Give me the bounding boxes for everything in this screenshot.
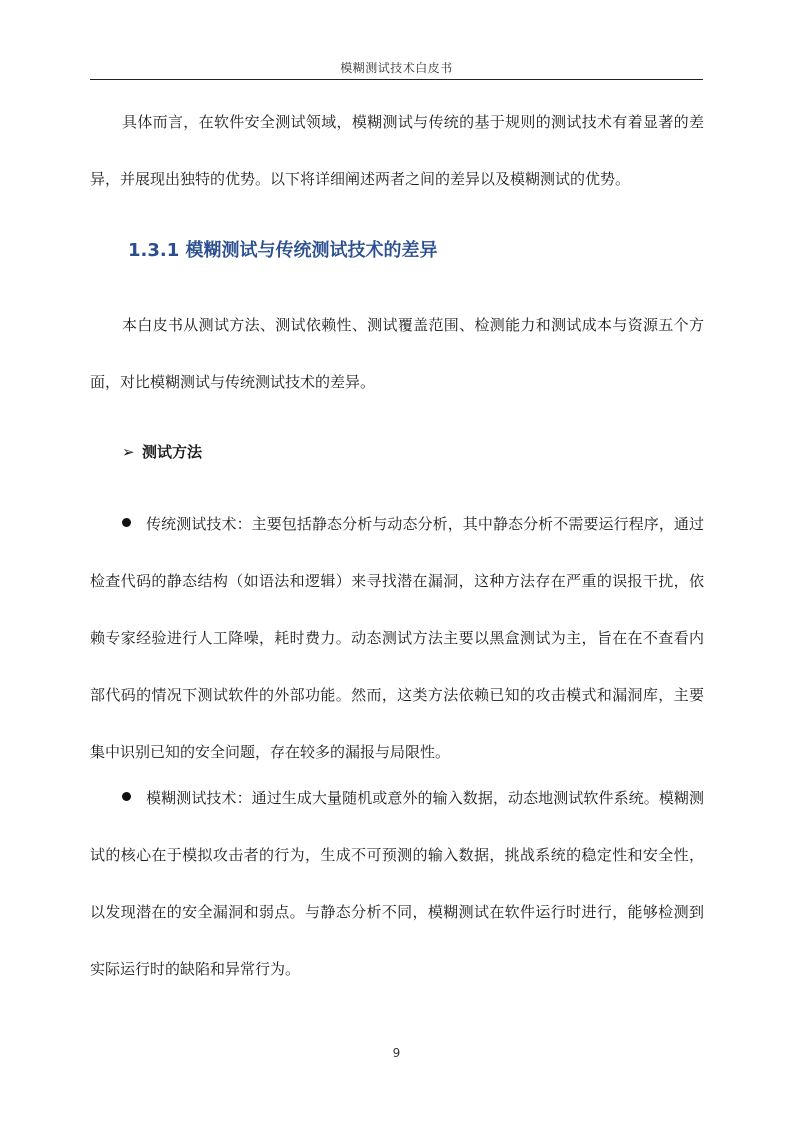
running-header-title: 模糊测试技术白皮书 <box>340 61 453 75</box>
subheading-test-methods <box>122 438 202 466</box>
bullet-text: 传统测试技术：主要包括静态分析与动态分析，其中静态分析不需要运行程序，通过检查代码的静态结构（如语法和逻辑）来寻找潜在漏洞，这种方法存在严重的误报干扰，依赖专家经验进行人工降噪，耗时费力。动态测试方法主要以黑盒测试为主，旨在在不查看内部代码的情况下测试软件的外部功能。然而，这类方法依赖已知的攻击模式和漏洞库，主要集中识别已知的安全问题，存在较多的漏报与局限性。 <box>90 515 704 761</box>
intro-paragraph: 具体而言，在软件安全测试领域，模糊测试与传统的基于规则的测试技术有着显著的差异，并展现出独特的优势。以下将详细阐述两者之间的差异以及模糊测试的优势。 <box>90 113 704 188</box>
page-number: 9 <box>392 1046 401 1060</box>
section-number: 1.3.1 <box>128 240 180 261</box>
bullet-text: 模糊测试技术：通过生成大量随机或意外的输入数据，动态地测试软件系统。模糊测试的核心在于模拟攻击者的行为，生成不可预测的输入数据，挑战系统的稳定性和安全性，以发现潜在的安全漏洞和弱点。与静态分析不同，模糊测试在软件运行时进行，能够检测到实际运行时的缺陷和异常行为。 <box>90 789 704 978</box>
bullet-item-fuzzing <box>90 770 704 998</box>
bullet-icon <box>122 518 131 527</box>
section-heading <box>128 236 438 266</box>
header-divider <box>90 79 703 80</box>
section-title: 模糊测试与传统测试技术的差异 <box>185 240 438 261</box>
arrow-right-icon: ➢ <box>122 443 135 461</box>
subheading-label: 测试方法 <box>142 443 203 461</box>
section-paragraph: 本白皮书从测试方法、测试依赖性、测试覆盖范围、检测能力和测试成本与资源五个方面，对比模糊测试与传统测试技术的差异。 <box>90 316 704 391</box>
bullet-item-traditional <box>90 496 704 781</box>
bullet-icon <box>122 792 131 801</box>
